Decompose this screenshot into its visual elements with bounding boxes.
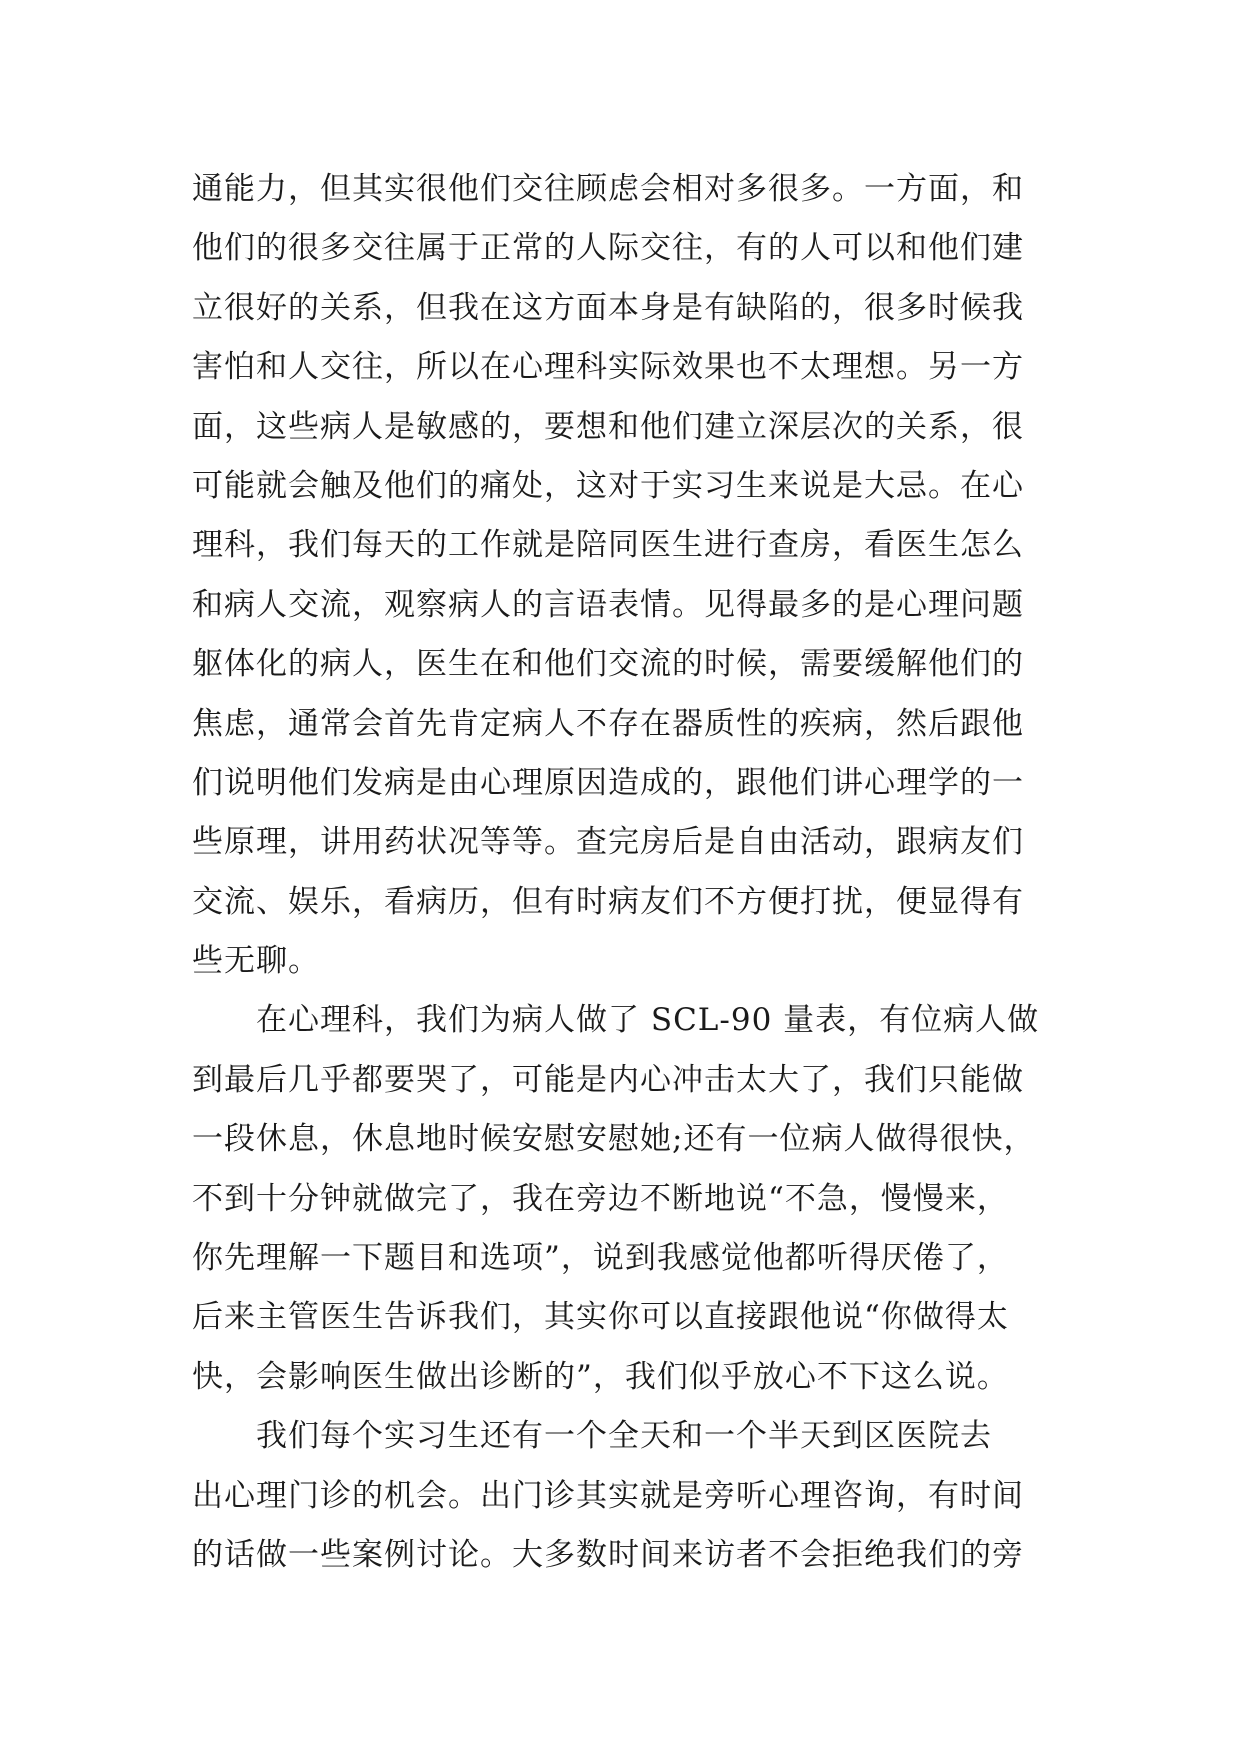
text-line: 理科，我们每天的工作就是陪同医生进行查房，看医生怎么: [192, 527, 1024, 564]
text-line: 的话做一些案例讨论。大多数时间来访者不会拒绝我们的旁: [192, 1536, 1024, 1573]
text-line: 到最后几乎都要哭了，可能是内心冲击太大了，我们只能做: [192, 1061, 1024, 1098]
text-line: 可能就会触及他们的痛处，这对于实习生来说是大忌。在心: [192, 467, 1024, 504]
text-line: 躯体化的病人，医生在和他们交流的时候，需要缓解他们的: [192, 646, 1024, 683]
text-line: 他们的很多交往属于正常的人际交往，有的人可以和他们建: [192, 230, 1024, 267]
paragraph-first-line: 在心理科，我们为病人做了 SCL-90 量表，有位病人做: [256, 1002, 1040, 1039]
text-line: 你先理解一下题目和选项”，说到我感觉他都听得厌倦了，: [192, 1240, 1009, 1277]
text-line: 不到十分钟就做完了，我在旁边不断地说“不急，慢慢来，: [192, 1180, 1009, 1217]
text-line: 和病人交流，观察病人的言语表情。见得最多的是心理问题: [192, 586, 1024, 623]
text-line: 些无聊。: [192, 943, 320, 980]
text-line: 焦虑，通常会首先肯定病人不存在器质性的疾病，然后跟他: [192, 705, 1024, 742]
text-line: 快，会影响医生做出诊断的”，我们似乎放心不下这么说。: [192, 1358, 1009, 1395]
text-line: 后来主管医生告诉我们，其实你可以直接跟他说“你做得太: [192, 1299, 1009, 1336]
text-line: 些原理，讲用药状况等等。查完房后是自由活动，跟病友们: [192, 824, 1024, 861]
paragraph-first-line: 我们每个实习生还有一个全天和一个半天到区医院去: [256, 1418, 992, 1455]
body-text: [192, 160, 1072, 1585]
text-line: 交流、娱乐，看病历，但有时病友们不方便打扰，便显得有: [192, 883, 1024, 920]
text-line: 一段休息，休息地时候安慰安慰她;还有一位病人做得很快，: [192, 1121, 1036, 1158]
text-line: 通能力，但其实很他们交往顾虑会相对多很多。一方面，和: [192, 171, 1024, 207]
text-line: 立很好的关系，但我在这方面本身是有缺陷的，很多时候我: [192, 289, 1024, 326]
text-line: 害怕和人交往，所以在心理科实际效果也不太理想。另一方: [192, 349, 1024, 386]
text-line: 们说明他们发病是由心理原因造成的，跟他们讲心理学的一: [192, 764, 1024, 801]
text-line: 面，这些病人是敏感的，要想和他们建立深层次的关系，很: [192, 408, 1024, 445]
text-line: 出心理门诊的机会。出门诊其实就是旁听心理咨询，有时间: [192, 1477, 1024, 1514]
